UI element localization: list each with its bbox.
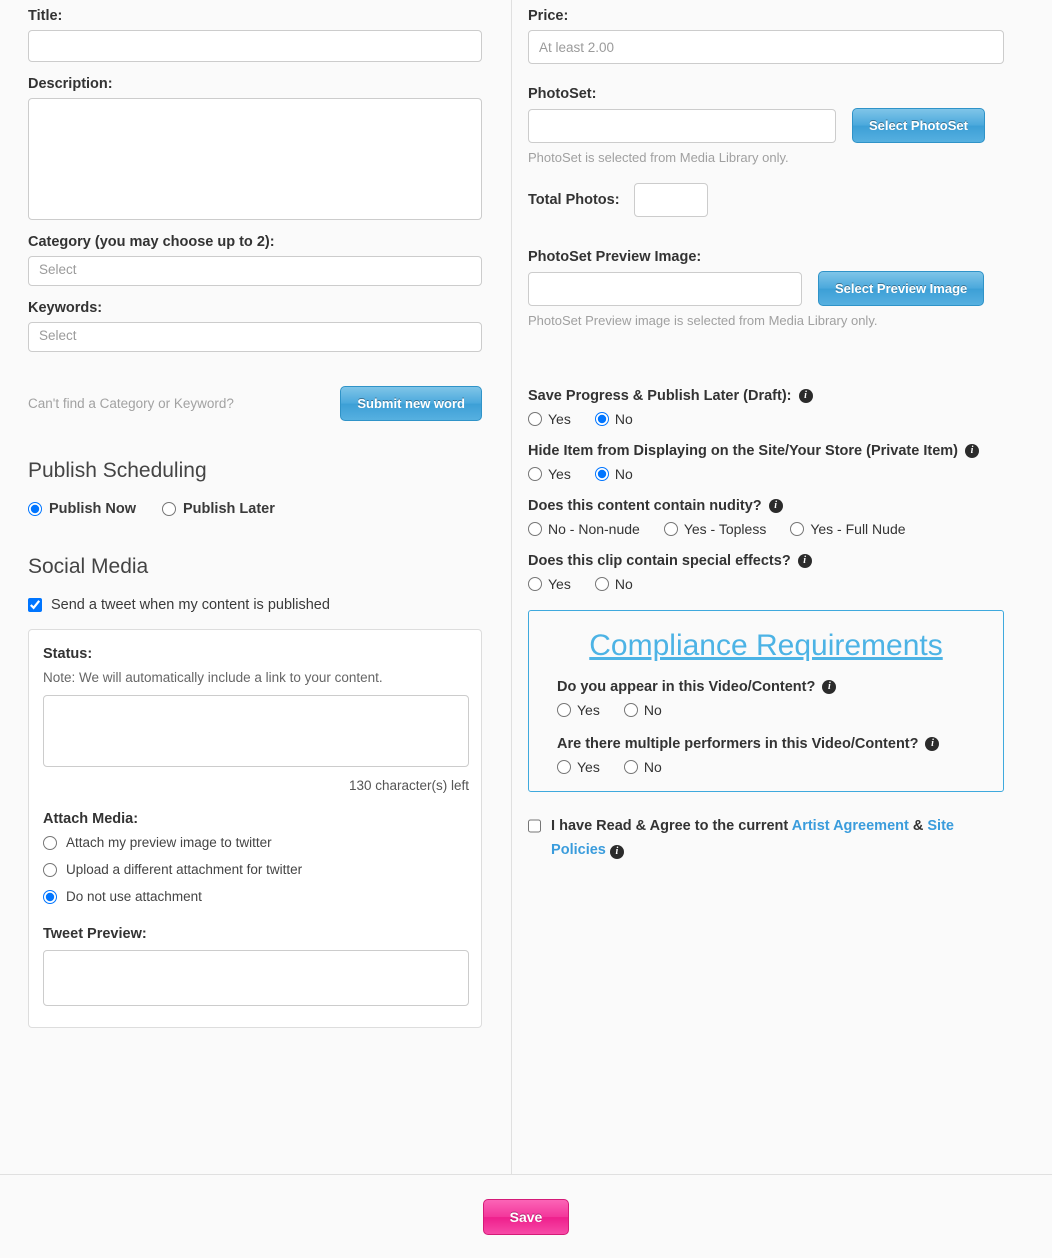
send-tweet-label: Send a tweet when my content is published xyxy=(51,597,330,613)
form-footer xyxy=(0,1174,1052,1258)
nudity-nonnude-radio[interactable] xyxy=(528,522,542,536)
publish-later-option[interactable] xyxy=(162,501,275,517)
photoset-input[interactable] xyxy=(528,109,836,143)
multiple-performers-question xyxy=(545,736,987,775)
appear-options xyxy=(557,702,987,718)
title-label: Title: xyxy=(28,8,63,24)
nudity-question xyxy=(528,498,1020,537)
nudity-topless-label: Yes - Topless xyxy=(683,521,767,537)
attach-upload-option[interactable] xyxy=(43,862,467,877)
total-photos-row xyxy=(528,183,1020,217)
special-effects-yes-label: Yes xyxy=(548,576,571,592)
multiple-performers-label-row xyxy=(557,736,987,752)
multiple-performers-label: Are there multiple performers in this Video/Content? xyxy=(557,736,919,752)
preview-image-hint: PhotoSet Preview image is selected from Media Library only. xyxy=(528,313,878,328)
keywords-label: Keywords: xyxy=(28,300,103,316)
site-policies-link[interactable]: Site Policies xyxy=(551,818,954,858)
appear-no-label: No xyxy=(643,702,662,718)
preview-image-input[interactable] xyxy=(528,272,802,306)
publish-now-option[interactable] xyxy=(28,501,136,517)
tweet-preview-textarea[interactable] xyxy=(43,950,469,1006)
performers-no-radio[interactable] xyxy=(624,760,638,774)
performers-no-option[interactable] xyxy=(624,759,662,775)
agreement-prefix: I have Read & Agree to the current xyxy=(551,818,789,834)
special-effects-no-option[interactable] xyxy=(595,576,633,592)
private-item-label-row xyxy=(528,443,1020,459)
photoset-label: PhotoSet: xyxy=(528,86,597,102)
draft-yes-option[interactable] xyxy=(528,411,571,427)
private-item-question xyxy=(528,443,1020,482)
draft-no-option[interactable] xyxy=(595,411,633,427)
draft-question xyxy=(528,388,1020,427)
private-yes-radio[interactable] xyxy=(528,467,542,481)
preview-image-row xyxy=(528,271,1020,306)
private-item-options xyxy=(528,466,1020,482)
send-tweet-checkbox-row[interactable] xyxy=(28,597,481,613)
category-select[interactable]: Select xyxy=(28,256,482,286)
price-input[interactable] xyxy=(528,30,1004,64)
special-effects-question xyxy=(528,553,1020,592)
cant-find-text: Can't find a Category or Keyword? xyxy=(28,396,234,411)
appear-no-option[interactable] xyxy=(624,702,662,718)
nudity-options xyxy=(528,521,1020,537)
special-effects-label: Does this clip contain special effects? xyxy=(528,553,791,569)
private-yes-label: Yes xyxy=(548,466,571,482)
performers-yes-option[interactable] xyxy=(557,759,600,775)
private-no-radio[interactable] xyxy=(595,467,609,481)
appear-question xyxy=(545,679,987,718)
submit-new-word-row xyxy=(28,386,482,421)
status-label: Status: xyxy=(43,646,93,662)
draft-yes-radio[interactable] xyxy=(528,412,542,426)
artist-agreement-link[interactable]: Artist Agreement xyxy=(791,818,909,834)
save-button[interactable]: Save xyxy=(483,1199,570,1235)
attach-preview-option[interactable] xyxy=(43,835,467,850)
total-photos-label: Total Photos: xyxy=(528,192,620,208)
private-item-label: Hide Item from Displaying on the Site/Your Store (Private Item) xyxy=(528,443,958,459)
info-icon[interactable]: i xyxy=(799,389,813,403)
attach-none-option[interactable] xyxy=(43,889,467,904)
social-media-title: Social Media xyxy=(28,555,149,578)
info-icon[interactable]: i xyxy=(769,499,783,513)
nudity-topless-radio[interactable] xyxy=(664,522,678,536)
attach-preview-label: Attach my preview image to twitter xyxy=(66,835,272,850)
appear-yes-radio[interactable] xyxy=(557,703,571,717)
special-effects-no-label: No xyxy=(614,576,633,592)
nudity-fullnude-label: Yes - Full Nude xyxy=(810,521,906,537)
tweet-panel xyxy=(28,629,482,1028)
nudity-fullnude-radio[interactable] xyxy=(790,522,804,536)
nudity-topless-option[interactable] xyxy=(664,521,767,537)
multiple-performers-options xyxy=(557,759,987,775)
draft-no-radio[interactable] xyxy=(595,412,609,426)
info-icon[interactable]: i xyxy=(822,680,836,694)
agreement-text-wrap xyxy=(551,814,998,862)
total-photos-input[interactable] xyxy=(634,183,708,217)
info-icon[interactable]: i xyxy=(610,845,624,859)
photoset-hint: PhotoSet is selected from Media Library only. xyxy=(528,150,789,165)
private-no-label: No xyxy=(614,466,633,482)
special-effects-label-row xyxy=(528,553,1020,569)
attach-upload-label: Upload a different attachment for twitter xyxy=(66,862,303,877)
compliance-requirements-box xyxy=(528,610,1004,792)
publish-now-radio[interactable] xyxy=(28,502,42,516)
nudity-nonnude-option[interactable] xyxy=(528,521,640,537)
description-label: Description: xyxy=(28,76,113,92)
publish-later-radio[interactable] xyxy=(162,502,176,516)
appear-yes-label: Yes xyxy=(577,702,600,718)
publish-now-label: Publish Now xyxy=(49,501,136,517)
private-no-option[interactable] xyxy=(595,466,633,482)
appear-label: Do you appear in this Video/Content? xyxy=(557,679,816,695)
tweet-status-textarea[interactable] xyxy=(43,695,469,767)
draft-question-label: Save Progress & Publish Later (Draft): xyxy=(528,388,792,404)
attach-none-radio[interactable] xyxy=(43,890,57,904)
nudity-nonnude-label: No - Non-nude xyxy=(548,521,640,537)
submit-new-word-button[interactable]: Submit new word xyxy=(340,386,482,421)
special-effects-yes-option[interactable] xyxy=(528,576,571,592)
info-icon[interactable]: i xyxy=(925,737,939,751)
nudity-label-row xyxy=(528,498,1020,514)
price-label: Price: xyxy=(528,8,569,24)
attach-upload-radio[interactable] xyxy=(43,863,57,877)
publish-scheduling-options xyxy=(28,501,481,517)
draft-yes-label: Yes xyxy=(548,411,571,427)
description-textarea[interactable] xyxy=(28,98,482,220)
tweet-preview-label: Tweet Preview: xyxy=(43,926,147,942)
private-yes-option[interactable] xyxy=(528,466,571,482)
characters-left-counter: 130 character(s) left xyxy=(348,778,469,793)
left-column xyxy=(0,0,512,1174)
preview-image-label: PhotoSet Preview Image: xyxy=(528,249,702,265)
draft-options xyxy=(528,411,1020,427)
attach-none-label: Do not use attachment xyxy=(66,889,202,904)
special-effects-no-radio[interactable] xyxy=(595,577,609,591)
agreement-checkbox[interactable] xyxy=(528,819,541,833)
nudity-fullnude-option[interactable] xyxy=(790,521,905,537)
appear-label-row xyxy=(557,679,987,695)
send-tweet-checkbox[interactable] xyxy=(28,598,42,612)
info-icon[interactable]: i xyxy=(965,444,979,458)
appear-no-radio[interactable] xyxy=(624,703,638,717)
title-input[interactable] xyxy=(28,30,482,62)
special-effects-options xyxy=(528,576,1020,592)
publish-scheduling-title: Publish Scheduling xyxy=(28,459,207,482)
photoset-row xyxy=(528,108,1020,143)
agreement-amp: & xyxy=(912,818,924,834)
nudity-label: Does this content contain nudity? xyxy=(528,498,762,514)
category-label: Category (you may choose up to 2): xyxy=(28,234,275,250)
draft-question-label-row xyxy=(528,388,1020,404)
keywords-select[interactable]: Select xyxy=(28,322,482,352)
performers-yes-label: Yes xyxy=(577,759,600,775)
tweet-note: Note: We will automatically include a link to your content. xyxy=(43,670,383,685)
select-photoset-button[interactable]: Select PhotoSet xyxy=(852,108,985,143)
performers-yes-radio[interactable] xyxy=(557,760,571,774)
agreement-row xyxy=(528,814,998,862)
attach-preview-radio[interactable] xyxy=(43,836,57,850)
select-preview-image-button[interactable]: Select Preview Image xyxy=(818,271,984,306)
performers-no-label: No xyxy=(643,759,662,775)
draft-no-label: No xyxy=(614,411,633,427)
appear-yes-option[interactable] xyxy=(557,702,600,718)
attach-media-label: Attach Media: xyxy=(43,811,139,827)
info-icon[interactable]: i xyxy=(798,554,812,568)
publish-later-label: Publish Later xyxy=(183,501,275,517)
compliance-title: Compliance Requirements xyxy=(589,629,943,662)
special-effects-yes-radio[interactable] xyxy=(528,577,542,591)
right-column xyxy=(512,0,1052,1174)
